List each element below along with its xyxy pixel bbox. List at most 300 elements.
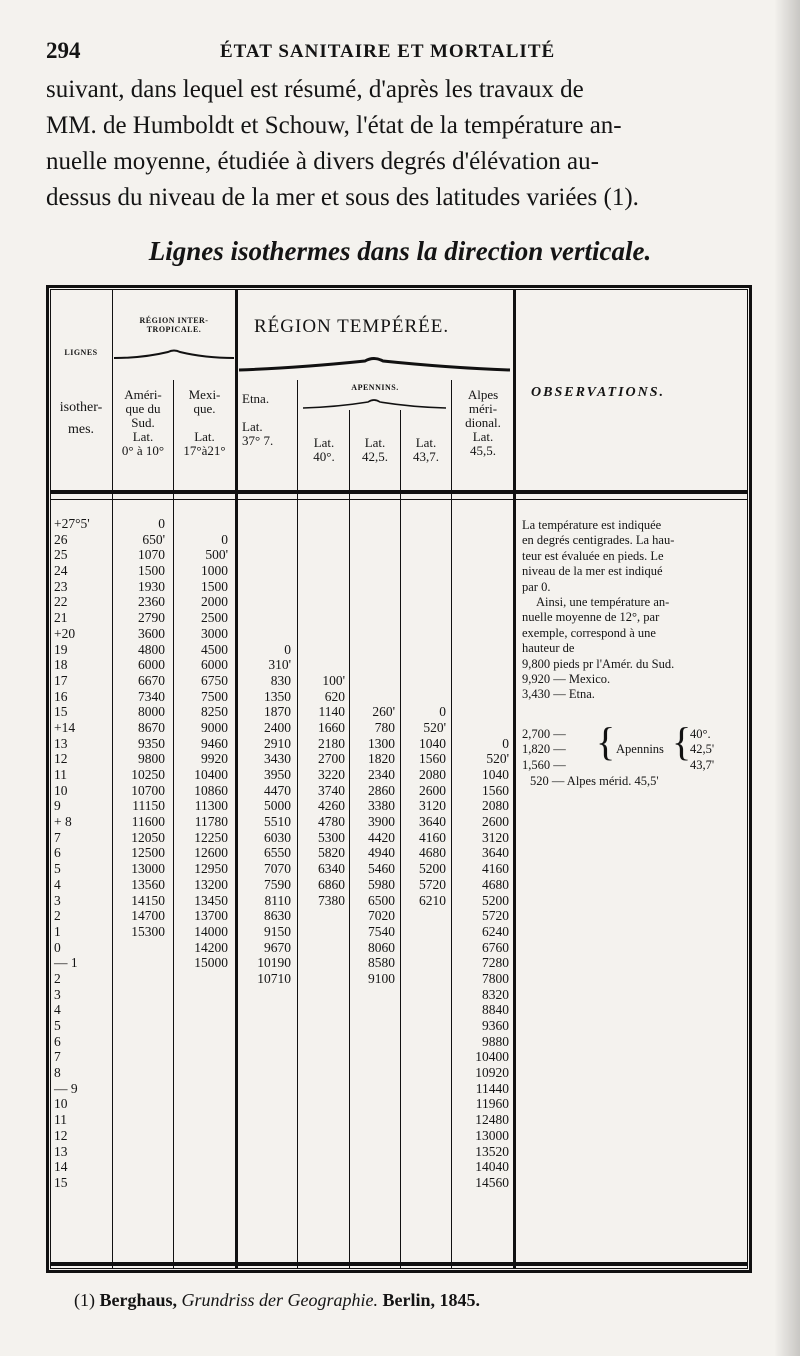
table-cell: 12050 [131,829,165,845]
table-cell: 5 [54,1018,61,1033]
table-cell: 1350 [264,688,291,704]
footnote-rest: Berlin, 1845. [382,1290,481,1310]
isotherm-header: isother- mes. [59,400,103,437]
table-cell [453,673,509,689]
table-cell: 3600 [138,625,165,641]
footnote-mark: (1) [74,1290,95,1310]
table-cell: 7 [54,1049,61,1065]
table-cell [401,610,446,626]
table-cell: 5200 [419,861,446,877]
table-cell: 11 [54,767,67,782]
intro-line: suivant, dans lequel est résumé, d'après les travaux de [46,76,584,103]
table-cell [401,594,446,610]
table-cell: 780 [374,719,395,735]
footnote [74,1290,480,1311]
table-cell: 1870 [264,704,291,720]
table-cell: 2500 [201,610,228,626]
obs-brace-right: { [672,719,692,764]
col-rule [513,289,516,1269]
obs-apennins-h1: 2,700 — [522,727,566,741]
table-cell: 7070 [264,861,291,877]
table-cell: 7800 [482,970,509,986]
intro-line: nuelle moyenne, étudiée à divers degrés d'élévation au- [46,148,599,175]
table-cell: 0 [221,531,228,547]
alps-header: Alpes méri- dional. Lat. 45,5. [465,387,501,458]
table-cell: 4780 [318,814,345,830]
running-head [46,38,752,66]
table-cell: 13450 [194,892,228,908]
table-cell: 2340 [368,767,395,782]
table-cell [401,563,446,579]
obs-apennins-l3: 43,7' [690,757,715,772]
obs-apennins-heights [522,727,566,773]
header-rule-thin [50,499,748,500]
table-cell [401,516,446,532]
table-cell [453,689,509,705]
table-cell: 11960 [475,1096,509,1112]
table-cell [237,579,291,595]
table-cell [237,563,291,579]
table-cell: 8250 [201,704,228,720]
table-cell: 3000 [201,625,228,641]
table-cell: 10700 [131,782,165,798]
table-cell [299,657,345,673]
table-cell: 4260 [318,798,345,814]
table-cell: 9460 [201,735,228,751]
table-cell: 1140 [318,704,345,720]
table-cell: 6500 [368,892,395,908]
table-cell [299,626,345,642]
table-cell: 260' [372,704,395,720]
etna-column [237,516,291,987]
table-cell: 10 [54,782,68,798]
table-cell [350,563,395,579]
table-cell [350,547,395,563]
header-rule [50,490,748,494]
table-cell: +14 [54,719,76,735]
table-cell: 7540 [368,923,395,939]
obs-line: 3,430 — Etna. [522,687,595,702]
table-cell: 26 [54,531,68,547]
table-cell [453,626,509,642]
table-cell: 14040 [475,1159,509,1175]
etna-header: Etna. Lat. 37° 7. [242,391,274,448]
table-cell: 9880 [482,1033,509,1049]
obs-line: hauteur de [522,641,575,656]
table-cell [237,626,291,642]
table-cell: 12500 [131,845,165,861]
table-cell: 2000 [201,594,228,610]
alps-column [453,516,509,1191]
table-cell: 9000 [201,719,228,735]
table-cell [453,579,509,595]
table-cell: 13560 [131,876,165,892]
table-cell: 5820 [318,845,345,861]
obs-apennins-l1: 40°. [690,727,711,741]
table-cell [350,610,395,626]
table-cell: 620 [324,688,345,704]
obs-line: par 0. [522,579,551,594]
table-cell: 4470 [264,782,291,798]
table-cell: 2790 [138,610,165,626]
table-cell: 2360 [138,594,165,610]
obs-line: 9,800 pieds pr l'Amér. du Sud. [522,656,675,671]
table-cell [299,610,345,626]
table-cell: 1040 [482,767,509,782]
table-cell [453,657,509,673]
obs-apennins-label: Apennins [616,742,664,756]
table-cell: — 1 [54,955,78,971]
table-cell: 4160 [419,829,446,845]
table-cell: 2400 [264,719,291,735]
table-cell: 15300 [131,923,165,939]
observations-header: OBSERVATIONS. [531,385,666,400]
table-cell: 10400 [475,1049,509,1065]
table-cell: 3740 [318,782,345,798]
table-cell: 7 [54,829,61,845]
table-cell: 0 [54,939,61,955]
table-cell: 650' [142,531,165,547]
table-cell: 5510 [264,814,291,830]
table-cell: 4420 [368,829,395,845]
table-cell: 14150 [131,892,165,908]
table-cell: 9100 [368,970,395,986]
table-cell: 18 [54,657,68,673]
table-cell: 8320 [482,986,509,1002]
table-cell: 23 [54,578,68,594]
intertropical-header: RÉGION INTER- TROPICALE. [139,316,209,334]
obs-line: La température est indiquée [522,518,662,532]
table-cell [299,563,345,579]
table-cell: 17 [54,672,68,688]
table-cell: 25 [54,547,68,563]
table-cell: 1560 [482,782,509,798]
table-cell: 1300 [368,735,395,751]
table-cell [299,594,345,610]
table-cell: 3 [54,892,61,908]
table-cell: 10400 [194,767,228,782]
obs-line: teur est évaluée en pieds. Le [522,548,664,563]
table-cell: 6340 [318,861,345,877]
table-cell: 14 [54,1159,68,1175]
obs-apennins-lats [690,727,714,773]
table-cell: 5 [54,861,61,877]
obs-apennins-h3: 1,560 — [522,757,566,772]
table-cell [453,610,509,626]
apennins-header: APENNINS. [351,383,399,392]
table-cell: 6210 [419,892,446,908]
obs-line: Ainsi, une température an- [536,595,670,610]
table-cell [350,579,395,595]
table-cell [299,547,345,563]
obs-apennins-l2: 42,5' [690,742,715,757]
table-cell: 15 [54,1174,68,1190]
table-cell [401,657,446,673]
table-cell: 11600 [131,814,165,830]
table-cell: 14000 [194,923,228,939]
table-cell: 19 [54,641,68,657]
obs-line: exemple, correspond à une [522,625,656,640]
table-cell: 14560 [475,1174,509,1190]
table-cell: — 9 [54,1080,78,1096]
table-cell: 11440 [475,1080,509,1096]
table-cell: 9920 [201,751,228,767]
apennins-42-column [350,516,395,987]
table-cell: 8 [54,1065,61,1081]
table-cell [299,516,345,532]
table-cell: 6240 [482,923,509,939]
table-cell [350,657,395,673]
table-cell: 12250 [194,829,228,845]
table-cell: 1560 [419,751,446,767]
table-cell: 10190 [257,955,291,971]
table-cell [350,626,395,642]
obs-brace-left: { [596,719,616,764]
table-cell: 8580 [368,955,395,971]
table-cell: 1040 [419,735,446,751]
table-cell: 5720 [482,908,509,924]
table-cell [350,594,395,610]
table-cell: 11150 [132,798,165,814]
table-cell: 0 [439,704,446,720]
table-cell [453,720,509,736]
table-cell: 8110 [264,892,291,908]
bottom-rule [50,1262,748,1266]
america-header: Améri- que du Sud. Lat. 0° à 10° [121,387,165,458]
table-cell: 5720 [419,876,446,892]
apennins-40-column [299,516,345,908]
table-cell: 6550 [264,845,291,861]
mexico-column [174,516,228,971]
table-cell: 24 [54,563,68,579]
table-cell [401,579,446,595]
apennins-43-column [401,516,446,908]
table-cell: 14700 [131,908,165,924]
table-cell [453,704,509,720]
apennins-brace-ornament [302,398,447,410]
table-cell [237,610,291,626]
apennins-lat40-header: Lat. 40°. [313,435,335,464]
table-cell: 13200 [194,876,228,892]
america-column [113,516,165,940]
table-cell: 9350 [138,735,165,751]
intro-line: dessus du niveau de la mer et sous des latitudes variées (1). [46,184,639,211]
table-cell: 4 [54,1002,61,1018]
table-cell: 4160 [482,861,509,877]
table-cell: 12950 [194,861,228,877]
table-cell [237,516,291,532]
table-cell: 2860 [368,782,395,798]
table-cell [350,689,395,705]
table-cell: + 8 [54,814,72,830]
obs-line: nuelle moyenne de 12°, par [522,610,660,625]
table-cell: 7280 [482,955,509,971]
page-spine-shadow [774,0,800,1356]
table-cell: 9360 [482,1018,509,1033]
table-cell: 14200 [194,939,228,955]
table-cell: 6030 [264,829,291,845]
table-cell: 10860 [194,782,228,798]
isotherm-column [54,516,110,1191]
table-cell: 2600 [419,782,446,798]
intro-paragraph [46,72,756,216]
table-cell: 3640 [482,845,509,861]
table-cell: 16 [54,688,68,704]
table-cell: 3120 [419,798,446,814]
table-cell [453,642,509,658]
table-cell: 21 [54,610,68,626]
table-cell: 9 [54,798,61,814]
table-cell [453,532,509,548]
page-number: 294 [46,38,81,63]
table-cell [401,689,446,705]
table-cell [350,516,395,532]
table-cell: 4 [54,876,61,892]
table-cell: 10250 [131,767,165,782]
table-cell: 1500 [201,578,228,594]
table-cell: 12 [54,751,68,767]
table-cell: 520' [486,751,509,767]
table-cell [299,642,345,658]
table-cell: 6860 [318,876,345,892]
table-cell [453,594,509,610]
table-cell: 5980 [368,876,395,892]
table-cell: 3900 [368,814,395,830]
table-cell: 8060 [368,939,395,955]
table-cell: 4500 [201,641,228,657]
table-cell: 1500 [138,563,165,579]
table-cell: 13000 [475,1127,509,1143]
table-cell: 2 [54,970,61,986]
table-cell: 2080 [482,798,509,814]
isotherm-header-top: LIGNES [64,348,98,357]
obs-line: 9,920 — Mexico. [522,672,611,687]
table-cell: +20 [54,625,76,641]
intro-line: MM. de Humboldt et Schouw, l'état de la température an- [46,112,622,139]
table-cell [299,532,345,548]
table-cell: 22 [54,594,68,610]
table-cell [299,579,345,595]
footnote-work: Grundriss der Geographie. [181,1290,379,1310]
table-cell [350,642,395,658]
table-cell: 6 [54,1033,61,1049]
table-cell [237,594,291,610]
table-cell: 1070 [138,547,165,563]
table-cell: 2910 [264,735,291,751]
table-cell [237,547,291,563]
table-cell: 15 [54,704,68,720]
table-cell: 3220 [318,767,345,782]
table-cell: 1000 [201,563,228,579]
table-cell: +27°5' [54,516,90,531]
table-cell: 8670 [138,719,165,735]
table-cell [453,516,509,532]
apennins-lat42-header: Lat. 42,5. [362,435,388,464]
table-cell [237,532,291,548]
table-cell: 12 [54,1127,68,1143]
obs-alps-line: 520 — Alpes mérid. 45,5' [530,774,659,788]
table-cell: 7500 [201,688,228,704]
table-cell: 3950 [264,767,291,782]
table-cell: 0 [158,516,165,531]
table-cell: 10 [54,1096,68,1112]
table-cell: 11300 [194,798,228,814]
table-cell: 6000 [138,657,165,673]
table-cell: 1660 [318,719,345,735]
table-cell: 11780 [194,814,228,830]
table-cell: 13520 [475,1143,509,1159]
mexico-header: Mexi- que. Lat. 17°à21° [183,387,226,458]
table-cell: 3430 [264,751,291,767]
table-cell [350,532,395,548]
table-cell: 10920 [475,1065,509,1081]
table-cell: 10710 [257,970,291,986]
table-cell: 4800 [138,641,165,657]
table-cell: 5200 [482,892,509,908]
table-cell: 8840 [482,1002,509,1018]
table-cell: 1 [54,923,61,939]
table-cell: 7020 [368,908,395,924]
table-cell: 310' [268,657,291,673]
table-cell: 7380 [318,892,345,908]
table-cell: 6760 [482,939,509,955]
col-rule [297,380,298,1269]
table-cell: 12600 [194,845,228,861]
obs-line: niveau de la mer est indiqué [522,564,663,579]
table-cell: 1930 [138,578,165,594]
table-cell: 0 [502,735,509,751]
table-cell: 5000 [264,798,291,814]
table-cell: 2600 [482,814,509,830]
table-cell [401,547,446,563]
running-title: ÉTAT SANITAIRE ET MORTALITÉ [220,41,556,62]
table-cell: 4940 [368,845,395,861]
table-cell: 5300 [318,829,345,845]
table-cell: 2180 [318,735,345,751]
footnote-author: Berghaus, [99,1290,178,1310]
table-cell: 100' [322,672,345,688]
table-cell: 9800 [138,751,165,767]
table-cell: 0 [284,641,291,657]
table-cell: 12480 [475,1112,509,1128]
temperate-brace-ornament [237,356,512,372]
table-cell: 3380 [368,798,395,814]
table-cell: 5460 [368,861,395,877]
table-cell: 13 [54,1143,68,1159]
table-cell: 3640 [419,814,446,830]
table-cell [453,547,509,563]
table-cell [401,626,446,642]
table-cell: 8630 [264,908,291,924]
table-cell: 2080 [419,767,446,782]
table-cell [401,673,446,689]
table-cell: 6000 [201,657,228,673]
table-cell: 500' [205,547,228,563]
table-cell [401,642,446,658]
table-cell [350,673,395,689]
table-cell: 3 [54,986,61,1002]
table-cell: 13 [54,735,68,751]
intertropical-brace-ornament [113,348,235,360]
observations-notes [522,518,740,703]
table-cell: 7590 [264,876,291,892]
table-cell: 6 [54,845,61,861]
table-title: Lignes isothermes dans la direction verticale. [148,236,652,266]
table-cell: 9670 [264,939,291,955]
table-cell: 7340 [138,688,165,704]
table-cell: 830 [270,672,291,688]
obs-apennins-h2: 1,820 — [522,742,566,757]
